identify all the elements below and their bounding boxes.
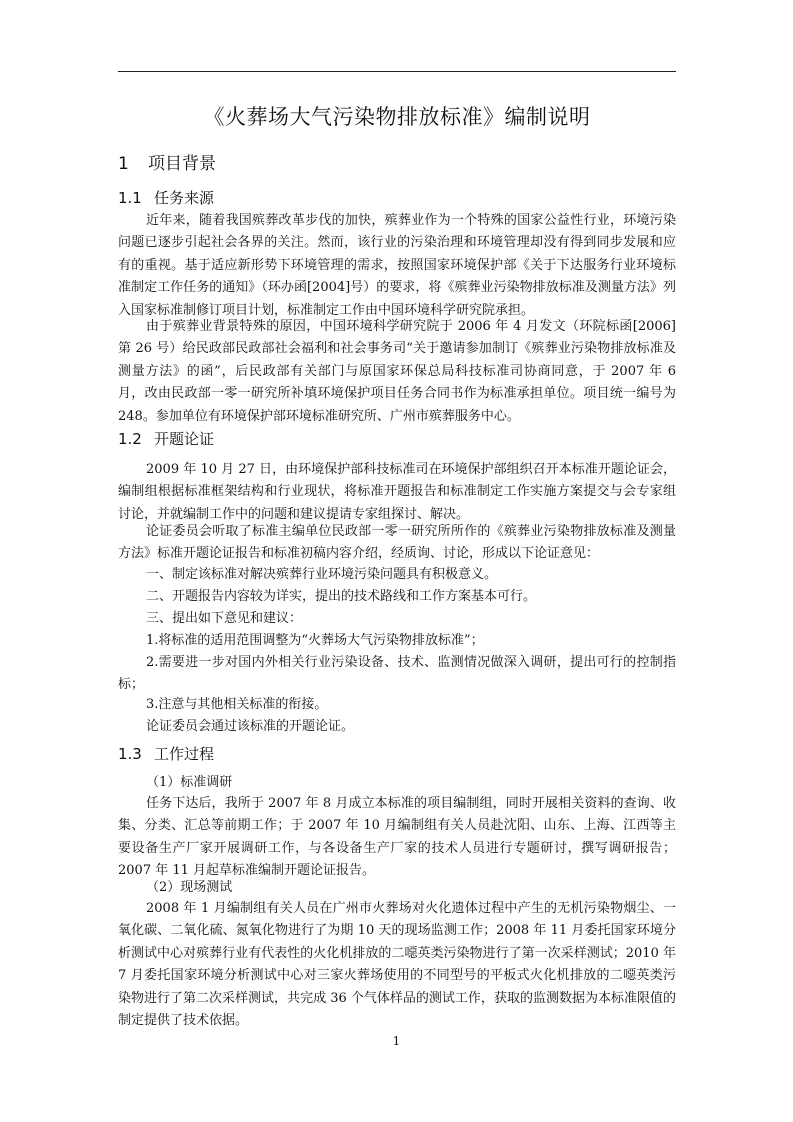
- suggestion-item: 1.将标准的适用范围调整为“火葬场大气污染物排放标准”；: [146, 633, 484, 648]
- section-label: 项目背景: [148, 154, 216, 174]
- opinion-item: 三、提出如下意见和建议：: [146, 611, 303, 626]
- paragraph: 2008 年 1 月编制组有关人员在广州市火葬场对火化遗体过程中产生的无机污染物烟尘、一氧化碳、二氧化硫、氮氧化物进行了为期 10 天的现场监测工作；2008 年 11 月委托国家环境分析测试中心对殡葬行业有代表性的火化机排放的二噁英类污染物进行了第一次采样测试；2010 年 7 月委托国家环境分析测试中心对三家火葬场使用的不同型号的平板式火化机排放的二噁英类污染物进行了第二次采样测试，共完成 36 个气体样品的测试工作，获取的监测数据为本标准限值的制定提供了技术依据。: [118, 901, 676, 1029]
- header-rule: [118, 71, 676, 72]
- subsection-label: 任务来源: [154, 189, 215, 207]
- subsection-heading-1-2: [118, 428, 214, 450]
- subsection-heading-1-1: [118, 187, 214, 209]
- document-title: 《火葬场大气污染物排放标准》编制说明: [203, 105, 591, 129]
- section-heading-1: [118, 152, 216, 176]
- paragraph: 任务下达后，我所于 2007 年 8 月成立本标准的项目编制组，同时开展相关资料的查询、收集、分类、汇总等前期工作；于 2007 年 10 月编制组有关人员赴沈阳、山东、上海、江西等主要设备生产厂家开展调研工作，与各设备生产厂家的技术人员进行专题研讨，撰写调研报告；2007 年 11 月起草标准编制开题论证报告。: [118, 796, 676, 879]
- page-number: 1: [392, 1034, 401, 1048]
- suggestion-item: 2.需要进一步对国内外相关行业污染设备、技术、监测情况做深入调研，提出可行的控制指标；: [118, 655, 676, 693]
- suggestion-item: 3.注意与其他相关标准的衔接。: [146, 697, 328, 712]
- conclusion-line: 论证委员会通过该标准的开题论证。: [146, 719, 355, 734]
- opinion-item: 一、制定该标准对解决殡葬行业环境污染问题具有积极意义。: [146, 567, 498, 582]
- paragraph: 论证委员会听取了标准主编单位民政部一零一研究所所作的《殡葬业污染物排放标准及测量方法》标准开题论证报告和标准初稿内容介绍，经质询、讨论，形成以下论证意见：: [118, 524, 676, 562]
- subsection-number: 1.3: [118, 745, 142, 763]
- paragraph: 2009 年 10 月 27 日，由环境保护部科技标准司在环境保护部组织召开本标准开题论证会，编制组根据标准框架结构和行业现状，将标准开题报告和标准制定工作实施方案提交与会专家组讨论，并就编制工作中的问题和建议提请专家组探讨、解决。: [118, 462, 676, 522]
- paragraph: 近年来，随着我国殡葬改革步伐的加快，殡葬业作为一个特殊的国家公益性行业，环境污染问题已逐步引起社会各界的关注。然而，该行业的污染治理和环境管理却没有得到同步发展和应有的重视。基于适应新形势下环境管理的需求，按照国家环境保护部《关于下达服务行业环境标准制定工作任务的通知》（环办函[2004]号）的要求，将《殡葬业污染物排放标准及测量方法》列入国家标准制修订项目计划，标准制定工作由中国环境科学研究院承担。: [118, 213, 676, 318]
- opinion-item: 二、开题报告内容较为详实，提出的技术路线和工作方案基本可行。: [146, 589, 537, 604]
- subsection-label: 工作过程: [154, 745, 215, 763]
- subsection-number: 1.1: [118, 189, 142, 207]
- section-number: 1: [118, 154, 129, 174]
- sub-item-heading: （1）标准调研: [146, 775, 233, 790]
- subsection-label: 开题论证: [154, 430, 215, 448]
- subsection-number: 1.2: [118, 430, 142, 448]
- paragraph: 由于殡葬业背景特殊的原因，中国环境科学研究院于 2006 年 4 月发文（环院标函[2006] 第 26 号）给民政部民政部社会福利和社会事务司“关于邀请参加制订《殡葬业污染物排放标准及测量方法》的函”，后民政部有关部门与原国家环保总局科技标准司协商同意，于 2007 年 6 月，改由民政部一零一研究所补填环境保护项目任务合同书作为标准承担单位。项目统一编号为 248。参加单位有环境保护部环境标准研究所、广州市殡葬服务中心。: [118, 319, 676, 424]
- subsection-heading-1-3: [118, 743, 214, 765]
- sub-item-heading: （2）现场测试: [146, 880, 233, 895]
